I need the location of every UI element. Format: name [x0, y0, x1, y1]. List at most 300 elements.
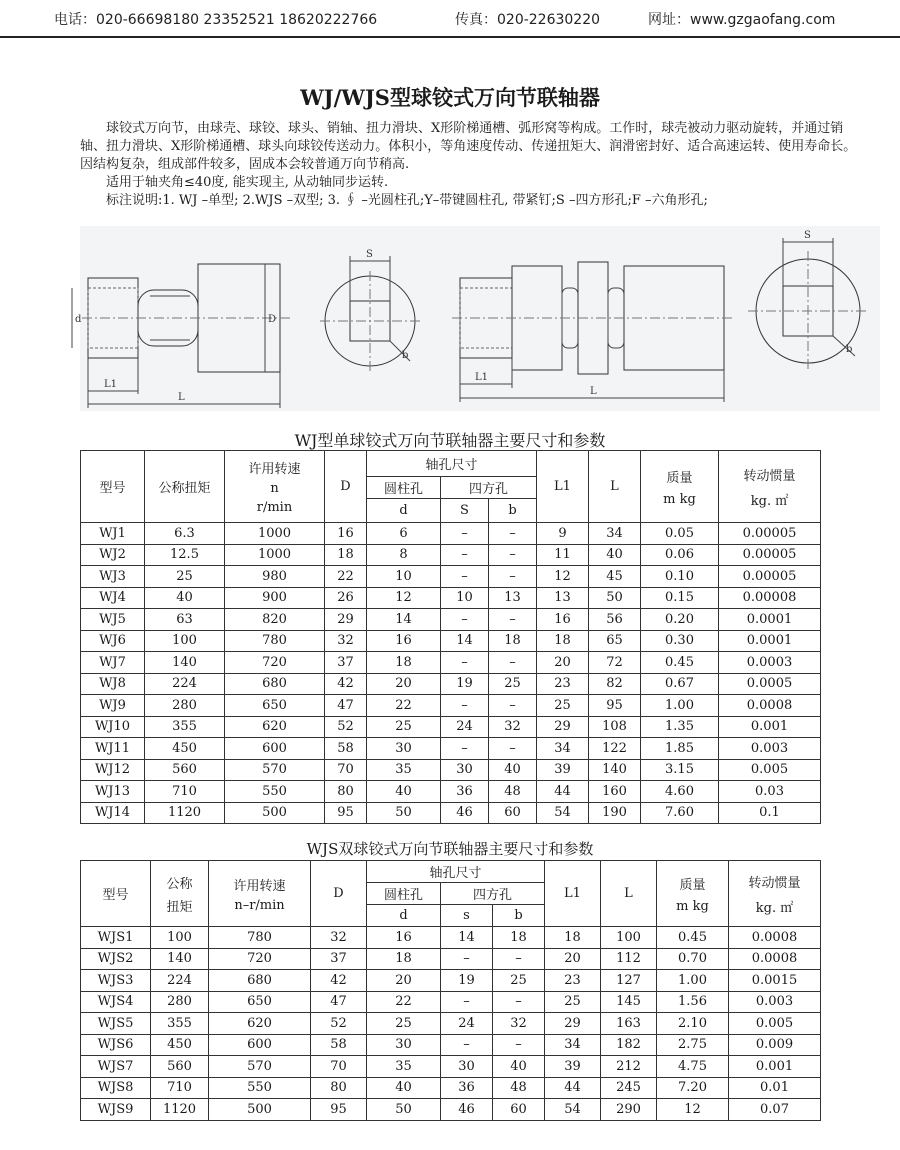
label-L-single: L [178, 392, 185, 403]
table-cell: 37 [311, 948, 367, 970]
table-row [81, 1099, 821, 1121]
table-cell: 560 [151, 1056, 209, 1078]
table2-caption: WJS双球铰式万向节联轴器主要尺寸和参数 [306, 840, 594, 858]
table-cell: 140 [145, 652, 225, 674]
table-cell: 650 [225, 695, 325, 717]
header2-L1: L1 [545, 861, 601, 927]
header2-round: 圆柱孔 [367, 883, 441, 905]
table-row [81, 759, 821, 781]
table-cell: WJS5 [81, 1013, 151, 1035]
table-cell: 212 [601, 1056, 657, 1078]
table-cell: 25 [493, 970, 545, 992]
table-cell: 58 [311, 1034, 367, 1056]
table-cell: WJS8 [81, 1077, 151, 1099]
table-row [81, 587, 821, 609]
table-cell: 0.15 [641, 587, 719, 609]
table-cell: 16 [367, 630, 441, 652]
table-cell: – [493, 948, 545, 970]
table-cell: 22 [367, 695, 441, 717]
table-cell: 22 [367, 991, 441, 1013]
table-cell: 46 [441, 802, 489, 824]
label-d-single: d [75, 314, 82, 325]
table-cell: WJ5 [81, 609, 145, 631]
table-cell: 29 [325, 609, 367, 631]
table-cell: 25 [367, 1013, 441, 1035]
header2-torque [151, 861, 209, 927]
table-cell: 980 [225, 566, 325, 588]
table-cell: 0.07 [729, 1099, 821, 1121]
table-cell: 570 [225, 759, 325, 781]
table-cell: 0.45 [641, 652, 719, 674]
table-cell: 23 [545, 970, 601, 992]
table-cell: 34 [537, 738, 589, 760]
table-cell: 42 [325, 673, 367, 695]
table-cell: 0.1 [719, 802, 821, 824]
table-cell: 6.3 [145, 523, 225, 545]
table-cell: 47 [325, 695, 367, 717]
table-cell: – [489, 695, 537, 717]
table-cell: 1.00 [641, 695, 719, 717]
table-cell: 46 [441, 1099, 493, 1121]
table-cell: 570 [209, 1056, 311, 1078]
table-cell: 145 [601, 991, 657, 1013]
table-cell: 22 [325, 566, 367, 588]
table-cell: 30 [367, 1034, 441, 1056]
table-cell: 140 [151, 948, 209, 970]
table-cell: 100 [151, 927, 209, 949]
table-cell: – [441, 695, 489, 717]
label-L1-double: L1 [475, 372, 489, 383]
table-cell: 100 [145, 630, 225, 652]
table-cell: 82 [589, 673, 641, 695]
table-cell: 720 [209, 948, 311, 970]
table-cell: WJ2 [81, 544, 145, 566]
table-cell: 650 [209, 991, 311, 1013]
table-cell: 600 [209, 1034, 311, 1056]
wj-table-body [81, 523, 821, 824]
table-cell: 127 [601, 970, 657, 992]
table-cell: 122 [589, 738, 641, 760]
header-speed-line2: n [270, 481, 279, 496]
table-cell: 0.005 [729, 1013, 821, 1035]
table-cell: 30 [441, 1056, 493, 1078]
table-cell: 39 [545, 1056, 601, 1078]
table-cell: 355 [151, 1013, 209, 1035]
table-cell: WJ3 [81, 566, 145, 588]
table-cell: 19 [441, 970, 493, 992]
header2-b: b [493, 905, 545, 927]
table-cell: 11 [537, 544, 589, 566]
header-torque: 公称扭矩 [145, 451, 225, 523]
header-square: 四方孔 [441, 477, 537, 499]
header-L1: L1 [537, 451, 589, 523]
table-cell: 224 [145, 673, 225, 695]
intro-text [80, 120, 860, 210]
table-cell: 95 [311, 1099, 367, 1121]
header-model: 型号 [81, 451, 145, 523]
table-cell: 13 [489, 587, 537, 609]
table-cell: 35 [367, 1056, 441, 1078]
table-cell: – [493, 991, 545, 1013]
table-row [81, 566, 821, 588]
table-cell: 70 [311, 1056, 367, 1078]
table1-caption: WJ型单球铰式万向节联轴器主要尺寸和参数 [294, 431, 606, 450]
table-cell: 290 [601, 1099, 657, 1121]
technical-drawing [75, 226, 880, 411]
table-cell: 40 [493, 1056, 545, 1078]
header2-mass-line2: m kg [676, 898, 709, 914]
table-cell: 4.60 [641, 781, 719, 803]
table-cell: 23 [537, 673, 589, 695]
table-cell: 60 [493, 1099, 545, 1121]
table-cell: 20 [367, 970, 441, 992]
table-row [81, 991, 821, 1013]
table-cell: 14 [441, 630, 489, 652]
table-cell: 100 [601, 927, 657, 949]
table-cell: 7.60 [641, 802, 719, 824]
table-cell: 7.20 [657, 1077, 729, 1099]
table-cell: – [489, 566, 537, 588]
table-cell: 280 [145, 695, 225, 717]
table-cell: WJS1 [81, 927, 151, 949]
table-cell: 20 [545, 948, 601, 970]
table-cell: 40 [367, 781, 441, 803]
table-cell: 0.70 [657, 948, 729, 970]
table-cell: WJS2 [81, 948, 151, 970]
table-cell: 26 [325, 587, 367, 609]
table-cell: 355 [145, 716, 225, 738]
table-cell: 10 [441, 587, 489, 609]
table-cell: 8 [367, 544, 441, 566]
table-cell: – [489, 609, 537, 631]
table-cell: 16 [537, 609, 589, 631]
table-cell: WJ14 [81, 802, 145, 824]
header2-square: 四方孔 [441, 883, 545, 905]
table-cell: 900 [225, 587, 325, 609]
label-S-view2: S [804, 230, 811, 241]
table-cell: 0.10 [641, 566, 719, 588]
table-cell: 0.003 [719, 738, 821, 760]
table-cell: 54 [537, 802, 589, 824]
table-cell: 0.01 [729, 1077, 821, 1099]
table-cell: 12 [367, 587, 441, 609]
table-cell: 1.56 [657, 991, 729, 1013]
table-cell: 25 [489, 673, 537, 695]
header-mass-line2: m kg [663, 491, 696, 507]
table-cell: 30 [441, 759, 489, 781]
table-cell: 1.35 [641, 716, 719, 738]
table-row [81, 716, 821, 738]
header-speed [225, 451, 325, 523]
header-speed-line3: r/min [256, 500, 293, 515]
header2-D: D [311, 861, 367, 927]
table-cell: 0.001 [729, 1056, 821, 1078]
label-S-view1: S [366, 249, 373, 260]
table-cell: 0.00008 [719, 587, 821, 609]
table-cell: 190 [589, 802, 641, 824]
header-D: D [325, 451, 367, 523]
table-cell: 0.0015 [729, 970, 821, 992]
table-cell: 60 [489, 802, 537, 824]
table-cell: 47 [311, 991, 367, 1013]
table-cell: 2.75 [657, 1034, 729, 1056]
usage-note: 适用于轴夹角≤40度, 能实现主, 从动轴同步运转. [106, 175, 389, 190]
table-cell: – [441, 1034, 493, 1056]
table-cell: 95 [589, 695, 641, 717]
table-cell: 0.00005 [719, 566, 821, 588]
label-b-view2: b [846, 344, 853, 355]
table-cell: 0.0001 [719, 609, 821, 631]
table-cell: 29 [537, 716, 589, 738]
table-cell: 52 [325, 716, 367, 738]
table-cell: – [493, 1034, 545, 1056]
table-cell: 1.00 [657, 970, 729, 992]
table-cell: 37 [325, 652, 367, 674]
double-joint-side-view [452, 262, 735, 402]
header-d: d [367, 499, 441, 523]
table-cell: 245 [601, 1077, 657, 1099]
table-cell: 50 [367, 1099, 441, 1121]
intro-paragraph: 球铰式万向节，由球壳、球铰、球头、销轴、扭力滑块、X形阶梯通槽、弧形窝等构成。工作时，球壳被动力驱动旋转，并通过销轴、扭力滑块、X形阶梯通槽、球头向球铰传送动力。体积小，等角速度传动、传递扭矩大、润滑密封好、适合高速运转、使用寿命长。因结构复杂，组成部件较多，固成本会较普通万向节稍高. [80, 121, 857, 172]
table-row [81, 695, 821, 717]
table-cell: 780 [209, 927, 311, 949]
header-inertia-line2: kg. ㎡ [750, 493, 789, 509]
table-cell: 40 [589, 544, 641, 566]
table-cell: 163 [601, 1013, 657, 1035]
table-cell: 500 [209, 1099, 311, 1121]
table-cell: 45 [589, 566, 641, 588]
header2-speed-line1: 许用转速 [233, 878, 286, 894]
header-L: L [589, 451, 641, 523]
table-cell: 224 [151, 970, 209, 992]
table-cell: 50 [367, 802, 441, 824]
wjs-spec-table [80, 860, 821, 1121]
table-cell: WJS7 [81, 1056, 151, 1078]
table-cell: WJS6 [81, 1034, 151, 1056]
table-cell: 32 [311, 927, 367, 949]
table-cell: WJ7 [81, 652, 145, 674]
table-cell: – [441, 738, 489, 760]
header2-inertia-line2: kg. ㎡ [755, 900, 794, 916]
table-cell: 12.5 [145, 544, 225, 566]
coupling-drawing [75, 226, 880, 411]
table-cell: WJ12 [81, 759, 145, 781]
table-cell: 34 [589, 523, 641, 545]
table-cell: 12 [657, 1099, 729, 1121]
table-cell: 40 [489, 759, 537, 781]
header2-model: 型号 [81, 861, 151, 927]
table-cell: 0.0005 [719, 673, 821, 695]
wj-spec-table [80, 450, 821, 824]
table-cell: – [489, 523, 537, 545]
table-cell: 1120 [145, 802, 225, 824]
header2-torque-line2: 扭矩 [166, 899, 193, 915]
table-cell: – [441, 544, 489, 566]
header2-torque-line1: 公称 [166, 876, 193, 892]
table-cell: 80 [325, 781, 367, 803]
table-row [81, 630, 821, 652]
table-row [81, 1034, 821, 1056]
table-row [81, 1013, 821, 1035]
table-row [81, 1077, 821, 1099]
table-cell: – [489, 738, 537, 760]
table-cell: 680 [209, 970, 311, 992]
table-cell: 10 [367, 566, 441, 588]
label-L-double: L [590, 386, 597, 397]
table-cell: 450 [151, 1034, 209, 1056]
table-cell: 550 [209, 1077, 311, 1099]
table-cell: 710 [151, 1077, 209, 1099]
label-b-view1: b [402, 350, 409, 361]
table-cell: 42 [311, 970, 367, 992]
table-cell: 24 [441, 1013, 493, 1035]
table-cell: 44 [545, 1077, 601, 1099]
table-cell: – [441, 652, 489, 674]
table-cell: WJ13 [81, 781, 145, 803]
table-row [81, 673, 821, 695]
table-cell: 280 [151, 991, 209, 1013]
table-cell: 0.0008 [719, 695, 821, 717]
table-cell: 30 [367, 738, 441, 760]
table-cell: 112 [601, 948, 657, 970]
table-cell: 24 [441, 716, 489, 738]
table-cell: – [489, 544, 537, 566]
table-cell: 32 [489, 716, 537, 738]
table-cell: 0.20 [641, 609, 719, 631]
table-cell: 0.30 [641, 630, 719, 652]
table-cell: 35 [367, 759, 441, 781]
table-cell: 16 [367, 927, 441, 949]
wjs-table-body [81, 927, 821, 1121]
header-S: S [441, 499, 489, 523]
table-cell: WJS3 [81, 970, 151, 992]
table-cell: 0.67 [641, 673, 719, 695]
header2-speed-line2: n–r/min [234, 897, 285, 913]
table-cell: 0.0001 [719, 630, 821, 652]
table-cell: 182 [601, 1034, 657, 1056]
header2-speed [209, 861, 311, 927]
table-row [81, 738, 821, 760]
table-cell: 560 [145, 759, 225, 781]
table-cell: 95 [325, 802, 367, 824]
table-cell: 13 [537, 587, 589, 609]
table-cell: WJS9 [81, 1099, 151, 1121]
table-cell: 36 [441, 781, 489, 803]
table-cell: WJ8 [81, 673, 145, 695]
fax-number: 传真：020-22630220 [455, 12, 601, 28]
table-cell: 72 [589, 652, 641, 674]
table-row [81, 652, 821, 674]
page-title: WJ/WJS型球铰式万向节联轴器 [300, 85, 600, 110]
table-cell: 0.0008 [729, 927, 821, 949]
table-cell: 12 [537, 566, 589, 588]
table-cell: – [441, 991, 493, 1013]
table-cell: 108 [589, 716, 641, 738]
header2-mass [657, 861, 729, 927]
table-cell: 25 [537, 695, 589, 717]
table-cell: 0.45 [657, 927, 729, 949]
table-row [81, 544, 821, 566]
table-cell: 50 [589, 587, 641, 609]
table-cell: 40 [367, 1077, 441, 1099]
table-cell: 80 [311, 1077, 367, 1099]
table-cell: 0.001 [719, 716, 821, 738]
table-cell: WJ6 [81, 630, 145, 652]
table-cell: 6 [367, 523, 441, 545]
table-cell: 0.00005 [719, 544, 821, 566]
table-row [81, 948, 821, 970]
table-cell: 1120 [151, 1099, 209, 1121]
table-cell: WJ11 [81, 738, 145, 760]
header2-L: L [601, 861, 657, 927]
table-cell: 39 [537, 759, 589, 781]
table-cell: 1000 [225, 544, 325, 566]
table-cell: 25 [145, 566, 225, 588]
table-cell: 32 [325, 630, 367, 652]
table-cell: 19 [441, 673, 489, 695]
table-cell: – [441, 523, 489, 545]
header-inertia [719, 451, 821, 523]
table-cell: 18 [489, 630, 537, 652]
table-cell: 25 [367, 716, 441, 738]
table-cell: 48 [493, 1077, 545, 1099]
header-b: b [489, 499, 537, 523]
table-cell: WJ10 [81, 716, 145, 738]
table-row [81, 927, 821, 949]
table-cell: 18 [325, 544, 367, 566]
table-cell: 20 [537, 652, 589, 674]
table-cell: WJ1 [81, 523, 145, 545]
header-mass [641, 451, 719, 523]
table-cell: 52 [311, 1013, 367, 1035]
table-cell: 550 [225, 781, 325, 803]
table-cell: WJ4 [81, 587, 145, 609]
table-row [81, 1056, 821, 1078]
table-cell: 780 [225, 630, 325, 652]
table-cell: 18 [545, 927, 601, 949]
header-round: 圆柱孔 [367, 477, 441, 499]
table-cell: 29 [545, 1013, 601, 1035]
table-cell: 3.15 [641, 759, 719, 781]
table-cell: 25 [545, 991, 601, 1013]
table-row [81, 523, 821, 545]
header2-d: d [367, 905, 441, 927]
table-cell: WJ9 [81, 695, 145, 717]
table-row [81, 609, 821, 631]
header-speed-line1: 许用转速 [248, 462, 301, 477]
table-cell: 160 [589, 781, 641, 803]
table-cell: 48 [489, 781, 537, 803]
table-cell: 18 [537, 630, 589, 652]
table-cell: 620 [209, 1013, 311, 1035]
table-cell: 34 [545, 1034, 601, 1056]
table-cell: 40 [145, 587, 225, 609]
table-cell: 14 [367, 609, 441, 631]
phone-numbers: 电话：020-66698180 23352521 18620222766 [54, 12, 378, 28]
table-cell: 0.0008 [729, 948, 821, 970]
table-cell: 0.00005 [719, 523, 821, 545]
table-cell: 18 [367, 948, 441, 970]
table-cell: 1000 [225, 523, 325, 545]
header2-inertia-line1: 转动惯量 [748, 875, 801, 891]
table-cell: 44 [537, 781, 589, 803]
table-cell: 0.003 [729, 991, 821, 1013]
table-row [81, 781, 821, 803]
table-cell: 9 [537, 523, 589, 545]
table-cell: 720 [225, 652, 325, 674]
label-L1-single: L1 [104, 379, 118, 390]
legend-note: 标注说明:1. WJ –单型; 2.WJS –双型; 3. ∮ –光圆柱孔;Y–带键圆柱孔, 带紧钉;S –四方形孔;F –六角形孔; [106, 193, 708, 208]
